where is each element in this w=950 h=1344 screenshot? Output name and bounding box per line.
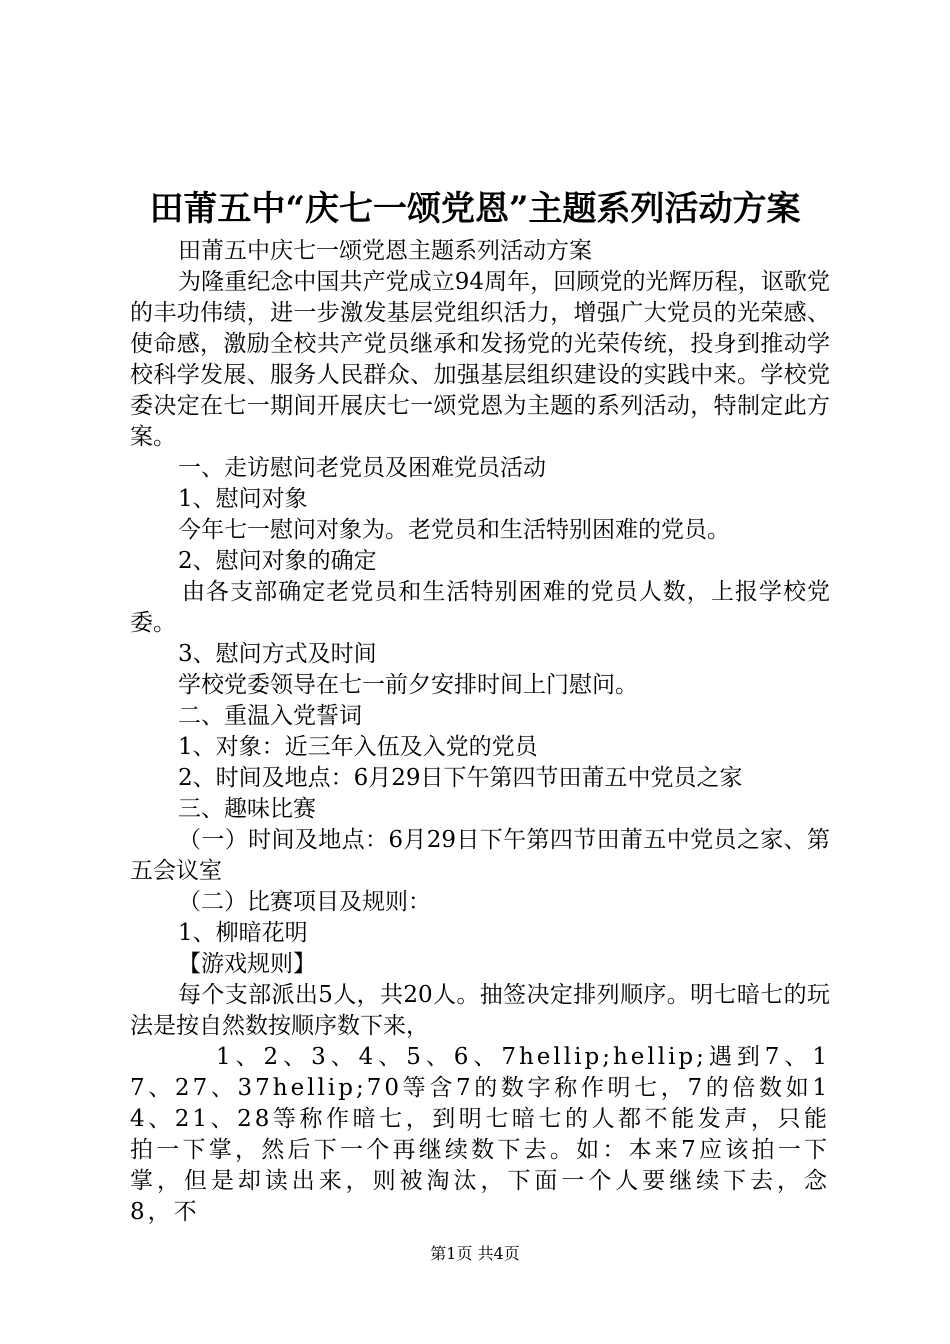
paragraph-determine: 由各支部确定老党员和生活特别困难的党员人数，上报学校党委。 [130,579,830,636]
paragraph-subtitle: 田莆五中庆七一颂党恩主题系列活动方案 [178,238,592,264]
game-rules-label: 【游戏规则】 [178,951,316,977]
paragraph-oath-target: 1、对象：近三年入伍及入党的党员 [178,734,538,760]
paragraph-game-rules: 每个支部派出5人，共20人。抽签决定排列顺序。明七暗七的玩法是按自然数按顺序数下来， [130,982,830,1039]
section-heading-visit: 一、走访慰问老党员及困难党员活动 [178,455,546,481]
section-heading-contest: 三、趣味比赛 [178,796,316,822]
paragraph-game-detail: 1、2、3、4、5、6、7hellip;hellip;遇到7、17、27、37hellip;70等含7的数字称作明七，7的倍数如14、21、28等称作暗七，到明七暗七的人都不能发声，只能拍一下掌，然后下一个再继续数下去。如：本来7应该拍一下掌，但是却读出来，则被淘汰，下面一个人要继续下去，念8，不 [130,1044,830,1225]
document-body [130,236,830,1228]
section-heading-oath: 二、重温入党誓词 [178,703,362,729]
paragraph-contest-rules-heading: （二）比赛项目及规则： [178,889,431,915]
paragraph-contest-time: （一）时间及地点：6月29日下午第四节田莆五中党员之家、第五会议室 [130,827,830,884]
paragraph-oath-time: 2、时间及地点：6月29日下午第四节田莆五中党员之家 [178,765,743,791]
paragraph-target: 今年七一慰问对象为。老党员和生活特别困难的党员。 [178,517,730,543]
item-heading-determine: 2、慰问对象的确定 [178,548,377,574]
item-heading-method: 3、慰问方式及时间 [178,641,377,667]
page-footer: 第1页 共4页 [430,1244,520,1263]
paragraph-method: 学校党委领导在七一前夕安排时间上门慰问。 [178,672,638,698]
paragraph-intro: 为隆重纪念中国共产党成立94周年，回顾党的光辉历程，讴歌党的丰功伟绩，进一步激发基层党组织活力，增强广大党员的光荣感、使命感，激励全校共产党员继承和发扬党的光荣传统，投身到推动学校科学发展、服务人民群众、加强基层组织建设的实践中来。学校党委决定在七一期间开展庆七一颂党恩为主题的系列活动，特制定此方案。 [130,269,830,450]
item-heading-game: 1、柳暗花明 [178,920,308,946]
document-title: 田莆五中“庆七一颂党恩”主题系列活动方案 [149,189,801,229]
item-heading-target: 1、慰问对象 [178,486,308,512]
